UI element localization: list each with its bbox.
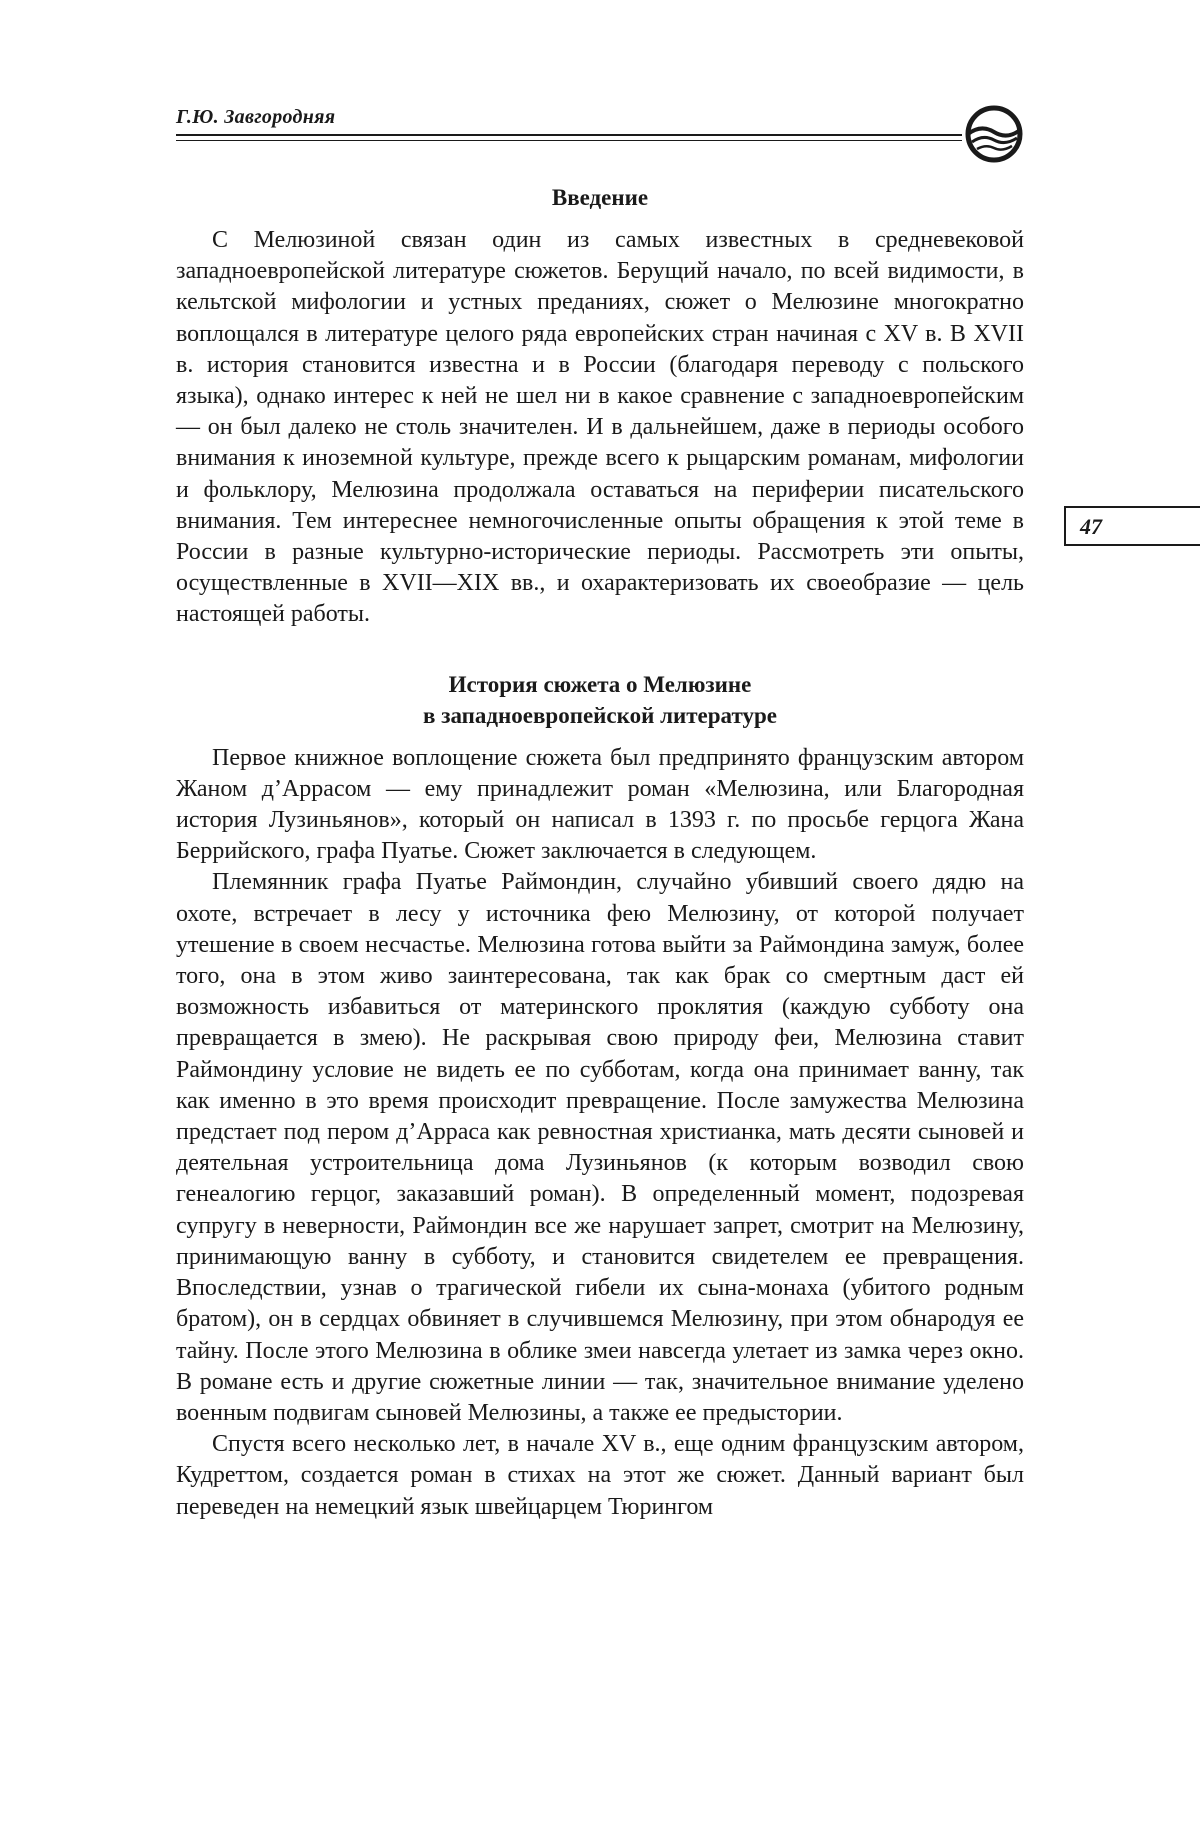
header-rule-thin (176, 140, 962, 141)
paragraph: С Мелюзиной связан один из самых известных в средневековой западноевропейской литературе сюжетов. Берущий начало, по всей видимости, в кельтской мифологии и устных преданиях, сюжет о Мелюзине многократно воплощался в литературе целого ряда европейских стран начиная с XV в. В XVII в. история становится известна и в России (благодаря переводу с польского языка), однако интерес к ней не шел ни в какое сравнение с западноевропейским — он был далеко не столь значителен. И в дальнейшем, даже в периоды особого внимания к иноземной культуре, прежде всего к рыцарским романам, мифологии и фольклору, Мелюзина продолжала оставаться на периферии писательского внимания. Тем интереснее немногочисленные опыты обращения к этой теме в России в разные культурно-исторические периоды. Рассмотреть эти опыты, осуществленные в XVII—XIX вв., и охарактеризовать их своеобразие — цель настоящей работы. (176, 227, 1024, 628)
section-heading-history (176, 669, 1024, 731)
paragraph: Первое книжное воплощение сюжета был предпринято французским автором Жаном д’Аррасом — ему принадлежит роман «Мелюзина, или Благородная история Лузиньянов», который он написал в 1393 г. по просьбе герцога Жана Беррийского, графа Пуатье. Сюжет заключается в следующем. (176, 744, 1024, 865)
section-heading-line: в западноевропейской литературе (423, 702, 777, 728)
page-number-tab (1064, 506, 1200, 546)
paragraph: Племянник графа Пуатье Раймондин, случайно убивший своего дядю на охоте, встречает в лесу у источника фею Мелюзину, от которой получает утешение в своем несчастье. Мелюзина готова выйти за Раймондина замуж, более того, она в этом живо заинтересована, так как брак со смертным даст ей возможность избавиться от материнского проклятия (каждую субботу она превращается в змею). Не раскрывая свою природу феи, Мелюзина ставит Раймондину условие не видеть ее по субботам, когда она принимает ванну, так как именно в это время происходит превращение. После замужества Мелюзина предстает под пером д’Арраса как ревностная христианка, мать десяти сыновей и деятельная устроительница дома Лузиньянов (к которым возводил свою генеалогию герцог, заказавший роман). В определенный момент, подозревая супругу в неверности, Раймондин все же нарушает запрет, смотрит на Мелюзину, принимающую ванну в субботу, и становится свидетелем ее превращения. Впоследствии, узнав о трагической гибели их сына-монаха (убитого родным братом), он в сердцах обвиняет в случившемся Мелюзину, при этом обнародуя ее тайну. После этого Мелюзина в облике змеи навсегда улетает из замка через окно. В романе есть и другие сюжетные линии — так, значительное внимание уделено военным подвигам сыновей Мелюзины, а также ее предыстории. (176, 869, 1024, 1426)
wave-globe-icon (964, 104, 1024, 164)
section-heading-introduction: Введение (551, 185, 649, 210)
section-heading-line: История сюжета о Мелюзине (448, 671, 752, 697)
paragraph: Спустя всего несколько лет, в начале XV в., еще одним французским автором, Кудреттом, создается роман в стихах на этот же сюжет. Данный вариант был переведен на немецкий язык швейцарцем Тюрингом (176, 1431, 1024, 1520)
page-number: 47 (1080, 514, 1102, 539)
running-header (176, 98, 1026, 168)
header-rule-thick (176, 134, 962, 136)
page-body (176, 182, 1024, 1523)
running-header-author: Г.Ю. Завгородняя (176, 106, 336, 128)
